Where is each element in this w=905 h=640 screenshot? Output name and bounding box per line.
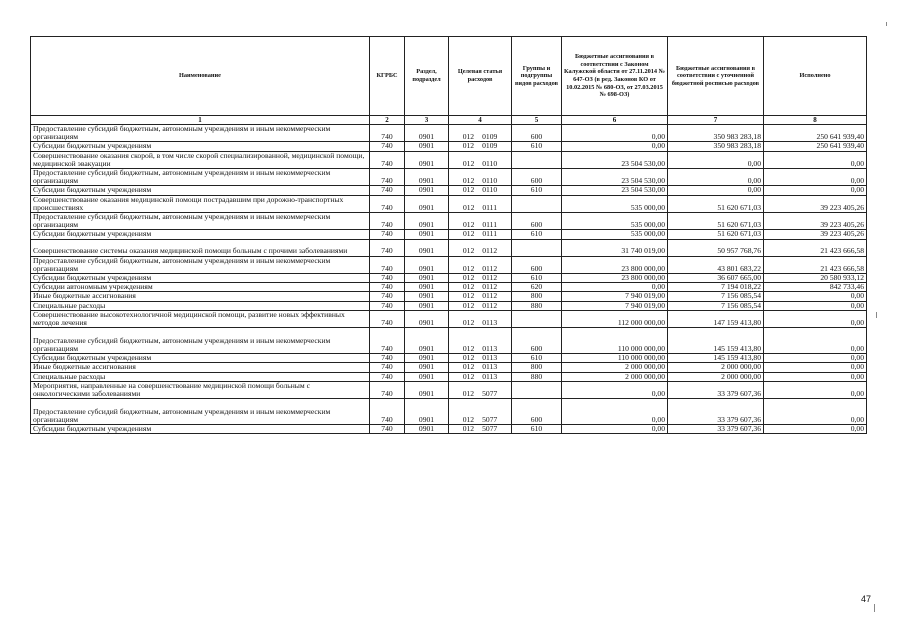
row-budget-refined: 50 957 768,76	[668, 239, 764, 256]
row-kgrbs: 740	[370, 230, 405, 239]
row-executed: 0,00	[764, 301, 867, 310]
row-target-program: 012	[462, 424, 475, 434]
row-target-code: 0112	[482, 291, 498, 301]
table-row	[31, 151, 867, 168]
row-budget-law: 7 940 019,00	[562, 292, 668, 301]
row-section: 0901	[405, 310, 449, 327]
row-budget-law: 535 000,00	[562, 213, 668, 230]
row-target	[449, 151, 512, 168]
row-name: Мероприятия, направленные на совершенствование медицинской помощи больным с онкологическими заболеваниями	[31, 381, 370, 398]
row-target-program: 012	[462, 176, 475, 186]
row-target-program: 012	[462, 415, 475, 425]
row-group: 600	[512, 256, 562, 273]
page-number: 47	[860, 594, 871, 604]
row-section: 0901	[405, 151, 449, 168]
row-name: Субсидии бюджетным учреждениям	[31, 274, 370, 283]
row-target-program: 012	[462, 291, 475, 301]
row-executed: 250 641 939,40	[764, 125, 867, 142]
row-target-program: 012	[462, 318, 475, 328]
header-budget-refined: Бюджетные ассигнования в соответствии с уточненной бюджетной росписью расходов	[668, 37, 764, 116]
row-executed: 39 223 405,26	[764, 213, 867, 230]
row-target-code: 0109	[482, 141, 498, 151]
row-target	[449, 195, 512, 212]
row-target-code: 0112	[482, 263, 498, 273]
row-name: Совершенствование оказания скорой, в том числе скорой специализированной, медицинской помощи, медицинской эвакуации	[31, 151, 370, 168]
row-budget-law: 23 800 000,00	[562, 274, 668, 283]
row-kgrbs: 740	[370, 239, 405, 256]
row-group: 610	[512, 354, 562, 363]
column-number: 3	[405, 116, 449, 125]
table-row	[31, 399, 867, 425]
table-row	[31, 142, 867, 151]
row-kgrbs: 740	[370, 169, 405, 186]
row-budget-law: 0,00	[562, 125, 668, 142]
row-target	[449, 310, 512, 327]
row-name: Предоставление субсидий бюджетным, автономным учреждениям и иным некоммерческим организациям	[31, 125, 370, 142]
row-kgrbs: 740	[370, 125, 405, 142]
table-row	[31, 292, 867, 301]
row-section: 0901	[405, 239, 449, 256]
row-budget-law: 0,00	[562, 142, 668, 151]
row-target	[449, 301, 512, 310]
row-target-code: 0112	[482, 282, 498, 292]
row-budget-law: 110 000 000,00	[562, 328, 668, 354]
header-budget-law: Бюджетные ассигнования в соответствии с Законом Калужской области от 27.11.2014 № 647-ОЗ (в ред. Законов КО от 10.02.2015 № 680-ОЗ, от 27.03.2015 № 698-ОЗ)	[562, 37, 668, 116]
row-budget-refined: 33 379 607,36	[668, 381, 764, 398]
row-target	[449, 354, 512, 363]
row-kgrbs: 740	[370, 274, 405, 283]
row-executed: 250 641 939,40	[764, 142, 867, 151]
row-group: 600	[512, 125, 562, 142]
row-kgrbs: 740	[370, 186, 405, 195]
row-group: 800	[512, 363, 562, 372]
header-section: Раздел, подраздел	[405, 37, 449, 116]
row-name: Совершенствование оказания медицинской помощи пострадавшим при дорожно-транспортных происшествиях	[31, 195, 370, 212]
row-kgrbs: 740	[370, 142, 405, 151]
table-row	[31, 169, 867, 186]
row-group	[512, 195, 562, 212]
row-target	[449, 169, 512, 186]
row-target-code: 0112	[482, 246, 498, 256]
table-row	[31, 239, 867, 256]
column-number: 8	[764, 116, 867, 125]
row-budget-law: 535 000,00	[562, 230, 668, 239]
row-target	[449, 363, 512, 372]
table-row	[31, 372, 867, 381]
row-target	[449, 230, 512, 239]
row-target-code: 5077	[482, 415, 498, 425]
row-group: 600	[512, 328, 562, 354]
table-row	[31, 425, 867, 434]
row-target-code: 0112	[482, 273, 498, 283]
row-target-program: 012	[462, 282, 475, 292]
row-target-program: 012	[462, 372, 475, 381]
header-target: Целевая статья расходов	[449, 37, 512, 116]
row-executed: 39 223 405,26	[764, 195, 867, 212]
row-section: 0901	[405, 292, 449, 301]
column-number: 5	[512, 116, 562, 125]
row-budget-refined: 7 194 018,22	[668, 283, 764, 292]
table-row	[31, 310, 867, 327]
table-row	[31, 328, 867, 354]
row-target-program: 012	[462, 220, 475, 230]
row-budget-law: 112 000 000,00	[562, 310, 668, 327]
row-name: Предоставление субсидий бюджетным, автономным учреждениям и иным некоммерческим организациям	[31, 169, 370, 186]
row-section: 0901	[405, 283, 449, 292]
row-target-code: 0111	[482, 202, 497, 212]
row-group: 610	[512, 425, 562, 434]
row-budget-refined: 7 156 085,54	[668, 292, 764, 301]
row-section: 0901	[405, 256, 449, 273]
row-group: 800	[512, 292, 562, 301]
row-section: 0901	[405, 328, 449, 354]
row-target	[449, 213, 512, 230]
row-target-program: 012	[462, 185, 475, 195]
row-name: Предоставление субсидий бюджетным, автономным учреждениям и иным некоммерческим организациям	[31, 213, 370, 230]
row-target	[449, 292, 512, 301]
row-target-program: 012	[462, 344, 475, 354]
row-budget-refined: 145 159 413,80	[668, 354, 764, 363]
row-section: 0901	[405, 142, 449, 151]
row-target	[449, 186, 512, 195]
row-budget-refined: 51 620 671,03	[668, 195, 764, 212]
row-budget-refined: 0,00	[668, 186, 764, 195]
row-target	[449, 372, 512, 381]
row-executed: 0,00	[764, 169, 867, 186]
table-row	[31, 213, 867, 230]
row-budget-refined: 2 000 000,00	[668, 363, 764, 372]
row-section: 0901	[405, 354, 449, 363]
row-target	[449, 328, 512, 354]
row-budget-refined: 43 801 683,22	[668, 256, 764, 273]
row-group: 880	[512, 301, 562, 310]
row-executed: 0,00	[764, 328, 867, 354]
row-target-program: 012	[462, 246, 475, 256]
row-target-code: 0110	[482, 158, 498, 168]
row-section: 0901	[405, 363, 449, 372]
row-name: Субсидии бюджетным учреждениям	[31, 230, 370, 239]
column-number: 7	[668, 116, 764, 125]
row-target	[449, 142, 512, 151]
row-target-code: 5077	[482, 389, 498, 399]
row-target-program: 012	[462, 389, 475, 399]
row-target-code: 0113	[482, 353, 498, 363]
table-row	[31, 256, 867, 273]
row-name: Иные бюджетные ассигнования	[31, 363, 370, 372]
table-row	[31, 283, 867, 292]
row-target-program: 012	[462, 301, 475, 310]
column-number: 1	[31, 116, 370, 125]
row-budget-refined: 147 159 413,80	[668, 310, 764, 327]
row-budget-refined: 145 159 413,80	[668, 328, 764, 354]
row-executed: 0,00	[764, 310, 867, 327]
row-target	[449, 399, 512, 425]
row-name: Специальные расходы	[31, 301, 370, 310]
row-executed: 21 423 666,58	[764, 256, 867, 273]
row-group	[512, 151, 562, 168]
row-group: 600	[512, 399, 562, 425]
row-target	[449, 274, 512, 283]
row-target-code: 0111	[482, 229, 497, 239]
row-target-program: 012	[462, 229, 475, 239]
header-groups: Группы и подгруппы видов расходов	[512, 37, 562, 116]
row-executed: 0,00	[764, 292, 867, 301]
row-kgrbs: 740	[370, 363, 405, 372]
row-executed: 39 223 405,26	[764, 230, 867, 239]
column-number: 4	[449, 116, 512, 125]
row-section: 0901	[405, 425, 449, 434]
row-target-program: 012	[462, 362, 475, 372]
row-name: Предоставление субсидий бюджетным, автономным учреждениям и иным некоммерческим организациям	[31, 256, 370, 273]
row-kgrbs: 740	[370, 256, 405, 273]
row-section: 0901	[405, 399, 449, 425]
row-name: Предоставление субсидий бюджетным, автономным учреждениям и иным некоммерческим организациям	[31, 328, 370, 354]
row-kgrbs: 740	[370, 372, 405, 381]
row-target	[449, 256, 512, 273]
row-executed: 0,00	[764, 354, 867, 363]
header-executed: Исполнено	[764, 37, 867, 116]
table-row	[31, 354, 867, 363]
row-budget-law: 110 000 000,00	[562, 354, 668, 363]
header-row	[31, 37, 867, 116]
row-budget-law: 7 940 019,00	[562, 301, 668, 310]
row-group: 600	[512, 213, 562, 230]
scan-mark	[876, 312, 877, 318]
budget-table	[30, 36, 867, 434]
row-section: 0901	[405, 186, 449, 195]
row-group: 620	[512, 283, 562, 292]
row-target	[449, 283, 512, 292]
row-name: Предоставление субсидий бюджетным, автономным учреждениям и иным некоммерческим организациям	[31, 399, 370, 425]
row-group: 610	[512, 142, 562, 151]
row-kgrbs: 740	[370, 354, 405, 363]
row-executed: 0,00	[764, 425, 867, 434]
row-target-code: 0110	[482, 176, 498, 186]
row-kgrbs: 740	[370, 399, 405, 425]
row-section: 0901	[405, 213, 449, 230]
row-group	[512, 239, 562, 256]
row-budget-refined: 2 000 000,00	[668, 372, 764, 381]
row-executed: 0,00	[764, 363, 867, 372]
row-budget-law: 23 504 530,00	[562, 169, 668, 186]
row-target-code: 0112	[482, 301, 498, 310]
row-budget-refined: 350 983 283,18	[668, 125, 764, 142]
row-group	[512, 381, 562, 398]
row-executed: 0,00	[764, 399, 867, 425]
row-target-program: 012	[462, 263, 475, 273]
row-kgrbs: 740	[370, 381, 405, 398]
row-budget-refined: 7 156 085,54	[668, 301, 764, 310]
row-target-program: 012	[462, 353, 475, 363]
row-group: 880	[512, 372, 562, 381]
row-budget-law: 2 000 000,00	[562, 363, 668, 372]
row-group: 610	[512, 230, 562, 239]
row-kgrbs: 740	[370, 301, 405, 310]
row-executed: 0,00	[764, 151, 867, 168]
row-group: 610	[512, 186, 562, 195]
row-target	[449, 425, 512, 434]
row-group: 610	[512, 274, 562, 283]
row-target-code: 0111	[482, 220, 497, 230]
row-name: Субсидии бюджетным учреждениям	[31, 142, 370, 151]
row-target-program: 012	[462, 202, 475, 212]
row-executed: 0,00	[764, 381, 867, 398]
row-name: Специальные расходы	[31, 372, 370, 381]
row-budget-law: 2 000 000,00	[562, 372, 668, 381]
row-budget-refined: 51 620 671,03	[668, 213, 764, 230]
table-row	[31, 195, 867, 212]
row-budget-refined: 350 983 283,18	[668, 142, 764, 151]
row-budget-law: 31 740 019,00	[562, 239, 668, 256]
row-section: 0901	[405, 195, 449, 212]
row-target	[449, 239, 512, 256]
row-budget-refined: 33 379 607,36	[668, 425, 764, 434]
row-section: 0901	[405, 372, 449, 381]
row-kgrbs: 740	[370, 310, 405, 327]
table-row	[31, 274, 867, 283]
row-group: 600	[512, 169, 562, 186]
row-kgrbs: 740	[370, 151, 405, 168]
row-kgrbs: 740	[370, 425, 405, 434]
row-target-program: 012	[462, 273, 475, 283]
row-budget-law: 0,00	[562, 425, 668, 434]
scan-mark	[874, 604, 875, 612]
row-target-code: 0113	[482, 318, 498, 328]
column-number: 6	[562, 116, 668, 125]
table-row	[31, 301, 867, 310]
row-target-code: 0113	[482, 372, 498, 381]
row-kgrbs: 740	[370, 328, 405, 354]
column-number-row	[31, 116, 867, 125]
column-number: 2	[370, 116, 405, 125]
row-budget-refined: 51 620 671,03	[668, 230, 764, 239]
row-executed: 842 733,46	[764, 283, 867, 292]
row-executed: 0,00	[764, 372, 867, 381]
row-section: 0901	[405, 381, 449, 398]
row-target-code: 5077	[482, 424, 498, 434]
table-body	[31, 125, 867, 434]
row-name: Иные бюджетные ассигнования	[31, 292, 370, 301]
row-group	[512, 310, 562, 327]
row-section: 0901	[405, 169, 449, 186]
row-name: Субсидии бюджетным учреждениям	[31, 186, 370, 195]
row-target-code: 0109	[482, 132, 498, 142]
row-budget-refined: 0,00	[668, 151, 764, 168]
row-name: Совершенствование высокотехнологичной медицинской помощи, развитие новых эффективных методов лечения	[31, 310, 370, 327]
row-budget-law: 0,00	[562, 283, 668, 292]
row-target-program: 012	[462, 158, 475, 168]
row-section: 0901	[405, 125, 449, 142]
row-target-code: 0113	[482, 344, 498, 354]
row-budget-law: 23 504 530,00	[562, 186, 668, 195]
scan-mark	[886, 22, 887, 26]
row-budget-law: 23 504 530,00	[562, 151, 668, 168]
row-budget-refined: 36 607 665,00	[668, 274, 764, 283]
row-target-program: 012	[462, 141, 475, 151]
row-budget-law: 0,00	[562, 381, 668, 398]
row-kgrbs: 740	[370, 292, 405, 301]
row-kgrbs: 740	[370, 283, 405, 292]
header-name: Наименование	[31, 37, 370, 116]
row-executed: 0,00	[764, 186, 867, 195]
header-kgrbs: КГРБС	[370, 37, 405, 116]
row-budget-law: 23 800 000,00	[562, 256, 668, 273]
table-row	[31, 125, 867, 142]
row-executed: 21 423 666,58	[764, 239, 867, 256]
row-target	[449, 125, 512, 142]
row-section: 0901	[405, 301, 449, 310]
row-kgrbs: 740	[370, 213, 405, 230]
row-target-program: 012	[462, 132, 475, 142]
row-target-code: 0110	[482, 185, 498, 195]
row-budget-law: 535 000,00	[562, 195, 668, 212]
table-row	[31, 363, 867, 372]
row-name: Субсидии бюджетным учреждениям	[31, 354, 370, 363]
row-name: Совершенствование системы оказания медицинской помощи больным с прочими заболеваниями	[31, 239, 370, 256]
row-name: Субсидии бюджетным учреждениям	[31, 425, 370, 434]
row-target-code: 0113	[482, 362, 498, 372]
row-budget-law: 0,00	[562, 399, 668, 425]
table-row	[31, 381, 867, 398]
row-section: 0901	[405, 274, 449, 283]
row-kgrbs: 740	[370, 195, 405, 212]
row-name: Субсидии автономным учреждениям	[31, 283, 370, 292]
table-row	[31, 186, 867, 195]
row-section: 0901	[405, 230, 449, 239]
table-row	[31, 230, 867, 239]
row-budget-refined: 0,00	[668, 169, 764, 186]
row-budget-refined: 33 379 607,36	[668, 399, 764, 425]
row-target	[449, 381, 512, 398]
row-executed: 20 580 933,12	[764, 274, 867, 283]
